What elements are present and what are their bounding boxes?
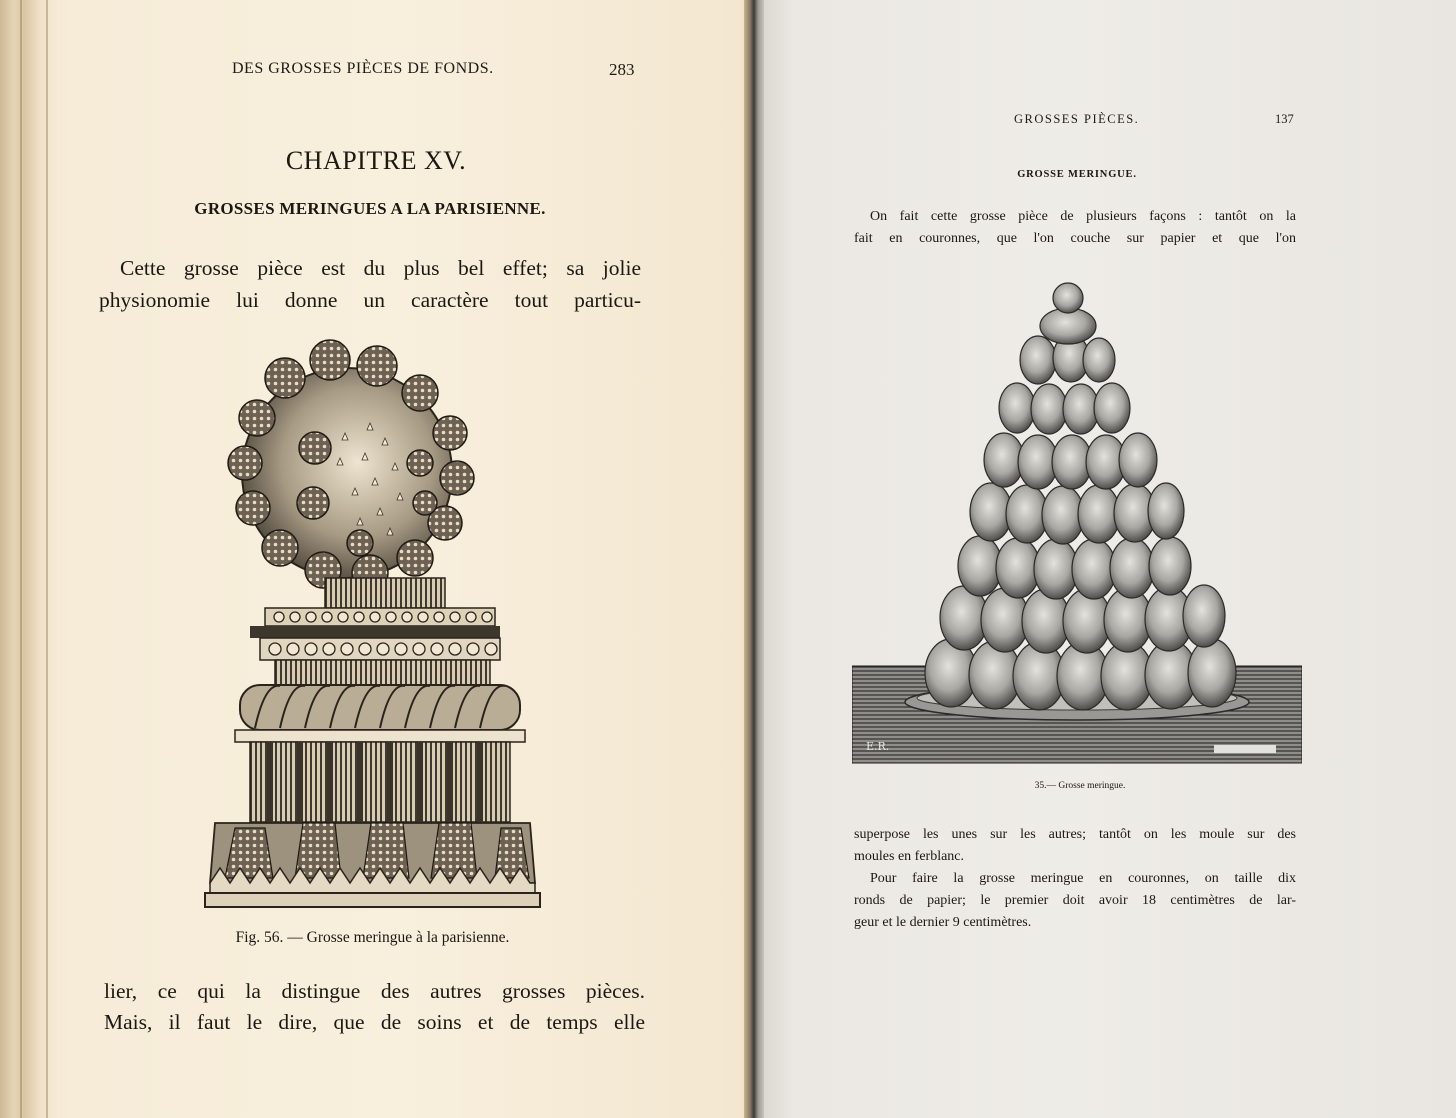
chapter-title: CHAPITRE XV. bbox=[285, 146, 467, 175]
text-line: moules en ferblanc. bbox=[854, 849, 965, 864]
section-title: GROSSES MERINGUES A LA PARISIENNE. bbox=[194, 199, 546, 218]
text-line: geur et le dernier 9 centimètres. bbox=[854, 915, 1032, 930]
page-number: 283 bbox=[609, 60, 635, 79]
meringue-parisienne-illustration bbox=[195, 338, 550, 913]
running-head: DES GROSSES PIÈCES DE FONDS. bbox=[232, 60, 494, 77]
text-line: fait en couronnes, que l'on couche sur papier et que l'on bbox=[854, 231, 1296, 246]
text-line: superpose les unes sur les autres; tantôt on les moule sur des bbox=[854, 827, 1296, 842]
text-line: ronds de papier; le premier doit avoir 18 centimètres de lar- bbox=[854, 893, 1296, 908]
text-line: Cette grosse pièce est du plus bel effet; sa jolie bbox=[120, 256, 641, 280]
engraver-signature bbox=[1214, 745, 1276, 753]
figure-caption: 35.— Grosse meringue. bbox=[1034, 781, 1126, 791]
text-line: physionomie lui donne un caractère tout particu- bbox=[99, 288, 641, 312]
text-line: Mais, il faut le dire, que de soins et de temps elle bbox=[104, 1010, 645, 1034]
text-line: lier, ce qui la distingue des autres grosses pièces. bbox=[104, 979, 645, 1003]
book-gutter bbox=[744, 0, 766, 1118]
section-title: GROSSE MERINGUE. bbox=[1017, 169, 1137, 180]
figure-caption: Fig. 56. — Grosse meringue à la parisienne. bbox=[235, 929, 510, 946]
text-line: Pour faire la grosse meringue en couronnes, on taille dix bbox=[870, 871, 1296, 886]
grosse-meringue-illustration bbox=[852, 278, 1302, 768]
text-line: On fait cette grosse pièce de plusieurs façons : tantôt on la bbox=[870, 209, 1296, 224]
right-page bbox=[764, 0, 1456, 1118]
page-number: 137 bbox=[1275, 112, 1294, 126]
engraver-initials: E.R. bbox=[866, 740, 890, 753]
running-head: GROSSES PIÈCES. bbox=[1014, 112, 1140, 126]
